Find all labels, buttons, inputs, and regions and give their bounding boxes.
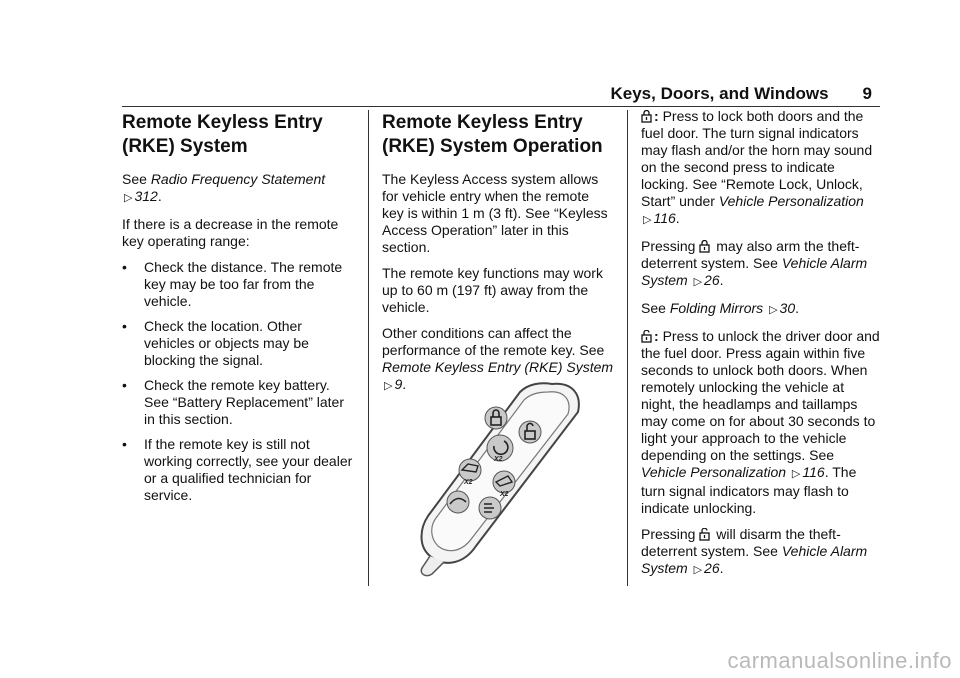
folding-mirrors-link[interactable]: Folding Mirrors: [669, 300, 764, 316]
watermark: carmanualsonline.info: [727, 648, 952, 673]
folding-mirrors-page[interactable]: 30: [779, 300, 796, 316]
rke-system-page[interactable]: 9: [394, 376, 403, 392]
range-checklist: [122, 259, 354, 504]
range-intro: If there is a decrease in the remote key operating range:: [122, 216, 339, 249]
page-arrow-icon: ▷: [124, 192, 133, 204]
page-arrow-icon: ▷: [643, 214, 652, 226]
disarm-paragraph: Pressing will disarm the theft-deterrent system. See Vehicle Alarm System ▷ 26.: [641, 526, 868, 576]
fob-x2-label: X2: [464, 479, 473, 486]
unlock-icon: [699, 528, 710, 541]
page-arrow-icon: ▷: [791, 468, 801, 480]
range-paragraph: The remote key functions may work up to 60 m (197 ft) away from the vehicle.: [382, 265, 603, 315]
vehicle-personalization-page[interactable]: 116: [653, 210, 676, 226]
fob-x2-label: X2: [500, 491, 509, 498]
unlock-after-text: The turn signal indicators may flash to indicate unlocking.: [641, 464, 857, 516]
page-arrow-icon: ▷: [693, 276, 703, 288]
list-item: • If the remote key is still not working correctly, see your dealer or a qualified technician for service.: [122, 436, 354, 504]
arm-paragraph: Pressing may also arm the theft-deterrent system. See Vehicle Alarm System ▷ 26.: [641, 238, 868, 288]
running-header: [610, 84, 872, 104]
list-item: • Check the distance. The remote key may be too far from the vehicle.: [122, 259, 354, 310]
radio-frequency-link[interactable]: Radio Frequency Statement: [150, 171, 326, 187]
unlock-description: Press to unlock the driver door and the fuel door. Press again within five seconds to unlock both doors. When remotely unlocking the vehicle at night, the headlamps and taillamps may come on for about 30 seconds to light your approach to the vehicle depending on the settings. See: [641, 328, 880, 463]
header-section: Keys, Doors, and Windows: [610, 84, 829, 103]
unlock-icon: [641, 330, 652, 343]
conditions-text: Other conditions can affect the performance of the remote key. See: [382, 325, 605, 358]
radio-frequency-page[interactable]: 312: [134, 188, 158, 204]
page-arrow-icon: ▷: [693, 564, 703, 576]
lock-icon: [641, 110, 652, 123]
fob-x2-label: X2: [494, 456, 503, 463]
convertible-top-button: [447, 491, 469, 513]
key-fob-illustration: [414, 378, 584, 578]
vehicle-personalization-link[interactable]: Vehicle Personalization: [641, 464, 787, 480]
folding-mirrors-paragraph: See Folding Mirrors ▷ 30.: [641, 300, 799, 316]
list-item: • Check the location. Other vehicles or objects may be blocking the signal.: [122, 318, 354, 369]
vehicle-alarm-link[interactable]: Vehicle Alarm System: [641, 255, 868, 288]
page-arrow-icon: ▷: [769, 304, 778, 316]
see-radio-paragraph: See Radio Frequency Statement ▷ 312.: [122, 171, 326, 204]
rke-operation-title: Remote Keyless Entry (RKE) System Operation: [382, 112, 603, 157]
column-divider-1: [368, 110, 369, 586]
arm-text-lead: Pressing: [641, 238, 696, 254]
rke-system-title: Remote Keyless Entry (RKE) System: [122, 112, 323, 157]
keyless-access-paragraph: The Keyless Access system allows for vehicle entry when the remote key is within 1 m (3 ft). See “Keyless Access Operation” later in this section.: [382, 171, 608, 255]
vehicle-alarm-link[interactable]: Vehicle Alarm System: [641, 543, 868, 576]
page-number: 9: [862, 84, 872, 103]
header-rule: [122, 106, 880, 107]
arm-text: may also arm the theft-deterrent system. See: [641, 238, 860, 271]
lock-description: Press to lock both doors and the fuel door. The turn signal indicators may flash and/or the horn may sound on the second press to indicate locking. See “Remote Lock, Unlock, Start” under: [641, 108, 873, 209]
column-3: [641, 108, 881, 588]
see-label: See: [122, 171, 147, 187]
column-2: [382, 108, 614, 404]
vehicle-alarm-page[interactable]: 26: [704, 272, 720, 288]
column-1: [122, 108, 354, 512]
rke-system-link[interactable]: Remote Keyless Entry (RKE) System: [382, 359, 614, 375]
disarm-text: will disarm the theft-deterrent system. See: [641, 526, 841, 559]
unlock-button: [519, 421, 541, 443]
panic-button: [479, 497, 501, 519]
vehicle-alarm-page[interactable]: 26: [704, 560, 720, 576]
disarm-text-lead: Pressing: [641, 526, 696, 542]
vehicle-personalization-page[interactable]: 116: [802, 464, 825, 480]
lock-button: [485, 407, 507, 429]
column-divider-2: [627, 110, 628, 586]
see-label: See: [641, 300, 666, 316]
lock-icon: [699, 240, 710, 253]
conditions-paragraph: Other conditions can affect the performance of the remote key. See Remote Keyless Entry (RKE) System ▷ 9.: [382, 325, 614, 392]
vehicle-personalization-link[interactable]: Vehicle Personalization: [718, 193, 864, 209]
list-item: • Check the remote key battery. See “Battery Replacement” later in this section.: [122, 377, 354, 428]
unlock-paragraph: : Press to unlock the driver door and the fuel door. Press again within five seconds to unlock both doors. When remotely unlocking the vehicle at night, the headlamps and taillamps may come on for about 30 seconds to light your approach to the vehicle depending on the settings. See Vehicle Personalization ▷ 116. The turn signal indicators may flash to indicate unlocking.: [641, 328, 880, 516]
lock-paragraph: : Press to lock both doors and the fuel door. The turn signal indicators may flash and/or the horn may sound on the second press to indicate locking. See “Remote Lock, Unlock, Start” under Vehicle Personalization ▷ 116.: [641, 108, 873, 226]
page-arrow-icon: ▷: [384, 380, 393, 392]
